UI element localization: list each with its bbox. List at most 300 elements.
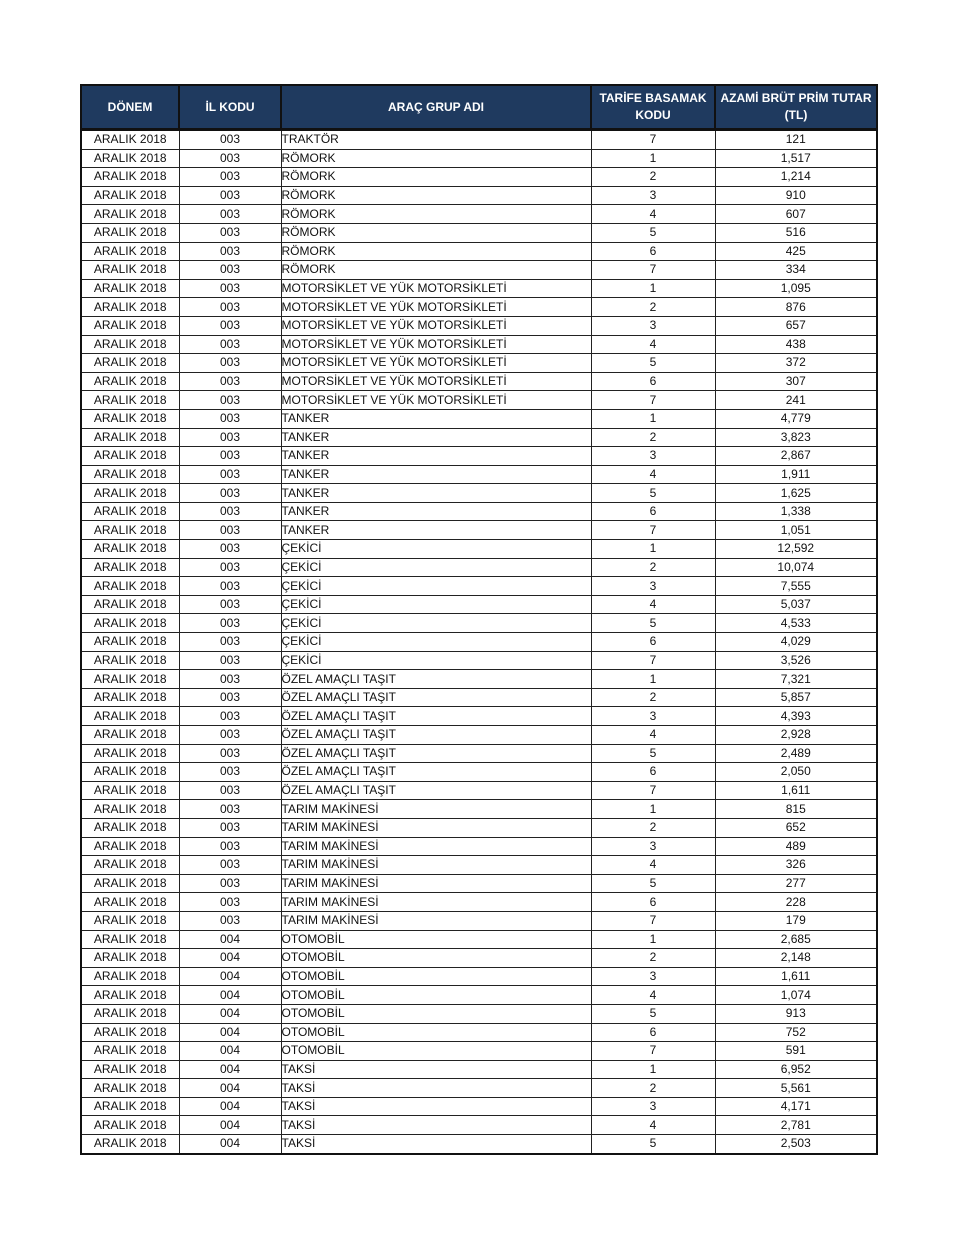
cell-tarife-basamak-kodu: 1 — [591, 279, 715, 298]
cell-donem: ARALIK 2018 — [81, 800, 179, 819]
table-row — [81, 707, 877, 726]
cell-tarife-basamak-kodu: 1 — [591, 540, 715, 559]
cell-il-kodu: 003 — [179, 614, 281, 633]
cell-donem: ARALIK 2018 — [81, 223, 179, 242]
cell-arac-grup-adi: TARIM MAKİNESİ — [281, 800, 591, 819]
table-row — [81, 130, 877, 150]
cell-donem: ARALIK 2018 — [81, 930, 179, 949]
cell-arac-grup-adi: TAKSİ — [281, 1079, 591, 1098]
cell-donem: ARALIK 2018 — [81, 130, 179, 150]
cell-il-kodu: 003 — [179, 670, 281, 689]
cell-azami-brut-prim-tutar: 307 — [715, 372, 877, 391]
cell-donem: ARALIK 2018 — [81, 409, 179, 428]
cell-azami-brut-prim-tutar: 1,911 — [715, 465, 877, 484]
cell-il-kodu: 003 — [179, 372, 281, 391]
cell-tarife-basamak-kodu: 2 — [591, 1079, 715, 1098]
cell-tarife-basamak-kodu: 7 — [591, 911, 715, 930]
cell-donem: ARALIK 2018 — [81, 335, 179, 354]
cell-il-kodu: 003 — [179, 911, 281, 930]
table-row — [81, 874, 877, 893]
cell-donem: ARALIK 2018 — [81, 726, 179, 745]
cell-il-kodu: 003 — [179, 800, 281, 819]
cell-tarife-basamak-kodu: 4 — [591, 465, 715, 484]
cell-azami-brut-prim-tutar: 179 — [715, 911, 877, 930]
cell-azami-brut-prim-tutar: 6,952 — [715, 1060, 877, 1079]
cell-il-kodu: 003 — [179, 130, 281, 150]
cell-arac-grup-adi: OTOMOBİL — [281, 986, 591, 1005]
table-row — [81, 484, 877, 503]
cell-tarife-basamak-kodu: 3 — [591, 1097, 715, 1116]
cell-donem: ARALIK 2018 — [81, 242, 179, 261]
cell-donem: ARALIK 2018 — [81, 1004, 179, 1023]
cell-donem: ARALIK 2018 — [81, 484, 179, 503]
cell-il-kodu: 003 — [179, 651, 281, 670]
cell-tarife-basamak-kodu: 7 — [591, 651, 715, 670]
cell-tarife-basamak-kodu: 3 — [591, 186, 715, 205]
cell-il-kodu: 003 — [179, 316, 281, 335]
cell-il-kodu: 004 — [179, 1023, 281, 1042]
cell-tarife-basamak-kodu: 4 — [591, 986, 715, 1005]
cell-il-kodu: 003 — [179, 521, 281, 540]
cell-arac-grup-adi: TANKER — [281, 521, 591, 540]
cell-arac-grup-adi: TAKSİ — [281, 1097, 591, 1116]
cell-azami-brut-prim-tutar: 2,867 — [715, 447, 877, 466]
cell-azami-brut-prim-tutar: 591 — [715, 1042, 877, 1061]
cell-arac-grup-adi: ÇEKİCİ — [281, 614, 591, 633]
column-header-azami-brut-prim-tutar: AZAMİ BRÜT PRİM TUTAR (TL) — [715, 85, 877, 130]
table-row — [81, 688, 877, 707]
cell-arac-grup-adi: TARIM MAKİNESİ — [281, 818, 591, 837]
cell-azami-brut-prim-tutar: 228 — [715, 893, 877, 912]
cell-azami-brut-prim-tutar: 4,533 — [715, 614, 877, 633]
cell-tarife-basamak-kodu: 4 — [591, 335, 715, 354]
cell-azami-brut-prim-tutar: 2,928 — [715, 726, 877, 745]
cell-arac-grup-adi: TAKSİ — [281, 1116, 591, 1135]
cell-tarife-basamak-kodu: 1 — [591, 1060, 715, 1079]
cell-tarife-basamak-kodu: 6 — [591, 633, 715, 652]
cell-arac-grup-adi: TAKSİ — [281, 1060, 591, 1079]
cell-il-kodu: 003 — [179, 205, 281, 224]
cell-tarife-basamak-kodu: 5 — [591, 1135, 715, 1154]
table-row — [81, 502, 877, 521]
cell-il-kodu: 003 — [179, 595, 281, 614]
table-row — [81, 465, 877, 484]
cell-azami-brut-prim-tutar: 277 — [715, 874, 877, 893]
table-row — [81, 1116, 877, 1135]
cell-azami-brut-prim-tutar: 241 — [715, 391, 877, 410]
cell-tarife-basamak-kodu: 4 — [591, 205, 715, 224]
table-row — [81, 540, 877, 559]
cell-tarife-basamak-kodu: 5 — [591, 744, 715, 763]
cell-arac-grup-adi: TANKER — [281, 409, 591, 428]
cell-donem: ARALIK 2018 — [81, 949, 179, 968]
cell-tarife-basamak-kodu: 7 — [591, 391, 715, 410]
cell-tarife-basamak-kodu: 1 — [591, 800, 715, 819]
table-row — [81, 1004, 877, 1023]
cell-azami-brut-prim-tutar: 2,489 — [715, 744, 877, 763]
cell-arac-grup-adi: MOTORSİKLET VE YÜK MOTORSİKLETİ — [281, 372, 591, 391]
cell-donem: ARALIK 2018 — [81, 670, 179, 689]
cell-il-kodu: 003 — [179, 540, 281, 559]
cell-arac-grup-adi: ÖZEL AMAÇLI TAŞIT — [281, 670, 591, 689]
table-row — [81, 428, 877, 447]
cell-tarife-basamak-kodu: 4 — [591, 726, 715, 745]
cell-il-kodu: 004 — [179, 1116, 281, 1135]
table-row — [81, 1060, 877, 1079]
table-row — [81, 893, 877, 912]
table-row — [81, 577, 877, 596]
cell-donem: ARALIK 2018 — [81, 633, 179, 652]
cell-tarife-basamak-kodu: 2 — [591, 298, 715, 317]
cell-azami-brut-prim-tutar: 4,779 — [715, 409, 877, 428]
cell-donem: ARALIK 2018 — [81, 874, 179, 893]
cell-arac-grup-adi: RÖMORK — [281, 223, 591, 242]
cell-arac-grup-adi: ÇEKİCİ — [281, 558, 591, 577]
cell-azami-brut-prim-tutar: 425 — [715, 242, 877, 261]
cell-il-kodu: 003 — [179, 261, 281, 280]
cell-il-kodu: 003 — [179, 763, 281, 782]
table-header — [81, 85, 877, 130]
cell-arac-grup-adi: OTOMOBİL — [281, 967, 591, 986]
cell-azami-brut-prim-tutar: 2,503 — [715, 1135, 877, 1154]
cell-il-kodu: 003 — [179, 223, 281, 242]
cell-azami-brut-prim-tutar: 913 — [715, 1004, 877, 1023]
cell-azami-brut-prim-tutar: 2,781 — [715, 1116, 877, 1135]
cell-arac-grup-adi: RÖMORK — [281, 242, 591, 261]
cell-arac-grup-adi: TARIM MAKİNESİ — [281, 874, 591, 893]
table-row — [81, 763, 877, 782]
cell-azami-brut-prim-tutar: 5,037 — [715, 595, 877, 614]
table-row — [81, 242, 877, 261]
cell-tarife-basamak-kodu: 5 — [591, 484, 715, 503]
table-row — [81, 149, 877, 168]
cell-arac-grup-adi: RÖMORK — [281, 168, 591, 187]
cell-donem: ARALIK 2018 — [81, 465, 179, 484]
cell-azami-brut-prim-tutar: 516 — [715, 223, 877, 242]
cell-arac-grup-adi: OTOMOBİL — [281, 930, 591, 949]
cell-tarife-basamak-kodu: 2 — [591, 818, 715, 837]
tariff-table — [80, 84, 878, 1155]
table-row — [81, 726, 877, 745]
cell-donem: ARALIK 2018 — [81, 205, 179, 224]
column-header-il-kodu: İL KODU — [179, 85, 281, 130]
column-header-tarife-basamak-kodu: TARİFE BASAMAK KODU — [591, 85, 715, 130]
column-header-donem: DÖNEM — [81, 85, 179, 130]
table-row — [81, 1079, 877, 1098]
cell-azami-brut-prim-tutar: 12,592 — [715, 540, 877, 559]
table-row — [81, 1023, 877, 1042]
cell-il-kodu: 004 — [179, 1079, 281, 1098]
cell-azami-brut-prim-tutar: 7,321 — [715, 670, 877, 689]
cell-donem: ARALIK 2018 — [81, 577, 179, 596]
cell-donem: ARALIK 2018 — [81, 893, 179, 912]
cell-azami-brut-prim-tutar: 910 — [715, 186, 877, 205]
table-row — [81, 818, 877, 837]
cell-arac-grup-adi: TANKER — [281, 428, 591, 447]
cell-azami-brut-prim-tutar: 5,857 — [715, 688, 877, 707]
cell-tarife-basamak-kodu: 2 — [591, 428, 715, 447]
cell-arac-grup-adi: OTOMOBİL — [281, 1023, 591, 1042]
cell-arac-grup-adi: TARIM MAKİNESİ — [281, 911, 591, 930]
cell-donem: ARALIK 2018 — [81, 651, 179, 670]
cell-tarife-basamak-kodu: 7 — [591, 521, 715, 540]
cell-il-kodu: 004 — [179, 1097, 281, 1116]
table-row — [81, 279, 877, 298]
cell-donem: ARALIK 2018 — [81, 149, 179, 168]
cell-donem: ARALIK 2018 — [81, 279, 179, 298]
cell-il-kodu: 003 — [179, 818, 281, 837]
cell-tarife-basamak-kodu: 5 — [591, 614, 715, 633]
table-row — [81, 372, 877, 391]
cell-tarife-basamak-kodu: 6 — [591, 1023, 715, 1042]
column-header-arac-grup-adi: ARAÇ GRUP ADI — [281, 85, 591, 130]
cell-arac-grup-adi: OTOMOBİL — [281, 949, 591, 968]
cell-donem: ARALIK 2018 — [81, 688, 179, 707]
cell-tarife-basamak-kodu: 3 — [591, 316, 715, 335]
cell-azami-brut-prim-tutar: 4,171 — [715, 1097, 877, 1116]
cell-arac-grup-adi: ÖZEL AMAÇLI TAŞIT — [281, 726, 591, 745]
table-row — [81, 1042, 877, 1061]
cell-arac-grup-adi: TANKER — [281, 447, 591, 466]
cell-donem: ARALIK 2018 — [81, 781, 179, 800]
cell-il-kodu: 003 — [179, 447, 281, 466]
cell-azami-brut-prim-tutar: 1,611 — [715, 781, 877, 800]
table-row — [81, 856, 877, 875]
cell-arac-grup-adi: ÇEKİCİ — [281, 540, 591, 559]
cell-il-kodu: 003 — [179, 874, 281, 893]
cell-tarife-basamak-kodu: 2 — [591, 949, 715, 968]
cell-il-kodu: 003 — [179, 168, 281, 187]
cell-azami-brut-prim-tutar: 652 — [715, 818, 877, 837]
table-row — [81, 781, 877, 800]
cell-azami-brut-prim-tutar: 2,685 — [715, 930, 877, 949]
cell-arac-grup-adi: RÖMORK — [281, 186, 591, 205]
table-row — [81, 298, 877, 317]
cell-il-kodu: 003 — [179, 298, 281, 317]
cell-tarife-basamak-kodu: 4 — [591, 1116, 715, 1135]
cell-il-kodu: 003 — [179, 391, 281, 410]
table-row — [81, 744, 877, 763]
cell-azami-brut-prim-tutar: 3,526 — [715, 651, 877, 670]
cell-donem: ARALIK 2018 — [81, 818, 179, 837]
cell-azami-brut-prim-tutar: 607 — [715, 205, 877, 224]
cell-arac-grup-adi: ÖZEL AMAÇLI TAŞIT — [281, 688, 591, 707]
cell-tarife-basamak-kodu: 5 — [591, 1004, 715, 1023]
cell-donem: ARALIK 2018 — [81, 261, 179, 280]
cell-donem: ARALIK 2018 — [81, 837, 179, 856]
cell-il-kodu: 003 — [179, 633, 281, 652]
cell-tarife-basamak-kodu: 1 — [591, 409, 715, 428]
cell-arac-grup-adi: RÖMORK — [281, 261, 591, 280]
cell-il-kodu: 004 — [179, 1135, 281, 1154]
table-row — [81, 1135, 877, 1154]
cell-il-kodu: 003 — [179, 354, 281, 373]
cell-il-kodu: 003 — [179, 186, 281, 205]
table-row — [81, 261, 877, 280]
cell-tarife-basamak-kodu: 6 — [591, 502, 715, 521]
cell-azami-brut-prim-tutar: 4,029 — [715, 633, 877, 652]
cell-tarife-basamak-kodu: 6 — [591, 763, 715, 782]
cell-tarife-basamak-kodu: 7 — [591, 261, 715, 280]
table-row — [81, 800, 877, 819]
table-row — [81, 521, 877, 540]
cell-il-kodu: 003 — [179, 409, 281, 428]
cell-arac-grup-adi: OTOMOBİL — [281, 1042, 591, 1061]
cell-arac-grup-adi: RÖMORK — [281, 205, 591, 224]
cell-donem: ARALIK 2018 — [81, 354, 179, 373]
cell-donem: ARALIK 2018 — [81, 558, 179, 577]
cell-arac-grup-adi: MOTORSİKLET VE YÜK MOTORSİKLETİ — [281, 335, 591, 354]
cell-donem: ARALIK 2018 — [81, 186, 179, 205]
cell-azami-brut-prim-tutar: 815 — [715, 800, 877, 819]
cell-tarife-basamak-kodu: 4 — [591, 856, 715, 875]
cell-azami-brut-prim-tutar: 326 — [715, 856, 877, 875]
cell-azami-brut-prim-tutar: 876 — [715, 298, 877, 317]
cell-tarife-basamak-kodu: 5 — [591, 874, 715, 893]
cell-arac-grup-adi: ÖZEL AMAÇLI TAŞIT — [281, 744, 591, 763]
cell-donem: ARALIK 2018 — [81, 1079, 179, 1098]
cell-arac-grup-adi: ÖZEL AMAÇLI TAŞIT — [281, 707, 591, 726]
table-row — [81, 205, 877, 224]
cell-tarife-basamak-kodu: 5 — [591, 223, 715, 242]
cell-azami-brut-prim-tutar: 2,050 — [715, 763, 877, 782]
cell-il-kodu: 003 — [179, 558, 281, 577]
cell-azami-brut-prim-tutar: 121 — [715, 130, 877, 150]
table-body — [81, 130, 877, 1154]
cell-arac-grup-adi: TARIM MAKİNESİ — [281, 837, 591, 856]
cell-azami-brut-prim-tutar: 1,051 — [715, 521, 877, 540]
cell-tarife-basamak-kodu: 7 — [591, 781, 715, 800]
cell-il-kodu: 003 — [179, 242, 281, 261]
cell-tarife-basamak-kodu: 4 — [591, 595, 715, 614]
cell-tarife-basamak-kodu: 6 — [591, 372, 715, 391]
cell-donem: ARALIK 2018 — [81, 316, 179, 335]
cell-donem: ARALIK 2018 — [81, 1097, 179, 1116]
cell-arac-grup-adi: MOTORSİKLET VE YÜK MOTORSİKLETİ — [281, 316, 591, 335]
cell-tarife-basamak-kodu: 6 — [591, 242, 715, 261]
cell-tarife-basamak-kodu: 3 — [591, 837, 715, 856]
cell-azami-brut-prim-tutar: 752 — [715, 1023, 877, 1042]
cell-il-kodu: 004 — [179, 949, 281, 968]
cell-donem: ARALIK 2018 — [81, 1116, 179, 1135]
cell-tarife-basamak-kodu: 3 — [591, 577, 715, 596]
cell-arac-grup-adi: ÇEKİCİ — [281, 651, 591, 670]
cell-tarife-basamak-kodu: 6 — [591, 893, 715, 912]
cell-donem: ARALIK 2018 — [81, 744, 179, 763]
cell-donem: ARALIK 2018 — [81, 911, 179, 930]
cell-azami-brut-prim-tutar: 438 — [715, 335, 877, 354]
cell-azami-brut-prim-tutar: 334 — [715, 261, 877, 280]
table-row — [81, 949, 877, 968]
cell-il-kodu: 004 — [179, 1004, 281, 1023]
cell-donem: ARALIK 2018 — [81, 595, 179, 614]
cell-il-kodu: 004 — [179, 986, 281, 1005]
cell-il-kodu: 003 — [179, 837, 281, 856]
cell-il-kodu: 003 — [179, 688, 281, 707]
cell-donem: ARALIK 2018 — [81, 521, 179, 540]
cell-donem: ARALIK 2018 — [81, 856, 179, 875]
cell-arac-grup-adi: TARIM MAKİNESİ — [281, 893, 591, 912]
cell-arac-grup-adi: TANKER — [281, 502, 591, 521]
cell-tarife-basamak-kodu: 7 — [591, 1042, 715, 1061]
cell-il-kodu: 003 — [179, 465, 281, 484]
cell-azami-brut-prim-tutar: 657 — [715, 316, 877, 335]
cell-arac-grup-adi: MOTORSİKLET VE YÜK MOTORSİKLETİ — [281, 298, 591, 317]
cell-il-kodu: 003 — [179, 707, 281, 726]
cell-arac-grup-adi: TANKER — [281, 465, 591, 484]
cell-il-kodu: 003 — [179, 428, 281, 447]
cell-azami-brut-prim-tutar: 1,611 — [715, 967, 877, 986]
cell-donem: ARALIK 2018 — [81, 372, 179, 391]
table-row — [81, 595, 877, 614]
cell-arac-grup-adi: OTOMOBİL — [281, 1004, 591, 1023]
cell-tarife-basamak-kodu: 1 — [591, 149, 715, 168]
cell-donem: ARALIK 2018 — [81, 986, 179, 1005]
cell-tarife-basamak-kodu: 3 — [591, 967, 715, 986]
cell-arac-grup-adi: TAKSİ — [281, 1135, 591, 1154]
table-row — [81, 986, 877, 1005]
table-row — [81, 911, 877, 930]
cell-donem: ARALIK 2018 — [81, 447, 179, 466]
cell-donem: ARALIK 2018 — [81, 502, 179, 521]
cell-tarife-basamak-kodu: 5 — [591, 354, 715, 373]
cell-arac-grup-adi: TRAKTÖR — [281, 130, 591, 150]
cell-azami-brut-prim-tutar: 7,555 — [715, 577, 877, 596]
cell-donem: ARALIK 2018 — [81, 391, 179, 410]
table-row — [81, 1097, 877, 1116]
cell-tarife-basamak-kodu: 3 — [591, 447, 715, 466]
cell-tarife-basamak-kodu: 3 — [591, 707, 715, 726]
cell-il-kodu: 004 — [179, 930, 281, 949]
cell-arac-grup-adi: MOTORSİKLET VE YÜK MOTORSİKLETİ — [281, 279, 591, 298]
cell-il-kodu: 003 — [179, 856, 281, 875]
cell-tarife-basamak-kodu: 7 — [591, 130, 715, 150]
cell-arac-grup-adi: ÇEKİCİ — [281, 633, 591, 652]
cell-il-kodu: 003 — [179, 577, 281, 596]
table-row — [81, 670, 877, 689]
cell-azami-brut-prim-tutar: 3,823 — [715, 428, 877, 447]
header-row — [81, 85, 877, 130]
table-row — [81, 837, 877, 856]
cell-il-kodu: 004 — [179, 1042, 281, 1061]
cell-donem: ARALIK 2018 — [81, 1060, 179, 1079]
cell-arac-grup-adi: TANKER — [281, 484, 591, 503]
table-row — [81, 967, 877, 986]
cell-arac-grup-adi: MOTORSİKLET VE YÜK MOTORSİKLETİ — [281, 391, 591, 410]
cell-donem: ARALIK 2018 — [81, 1135, 179, 1154]
table-row — [81, 651, 877, 670]
cell-azami-brut-prim-tutar: 1,074 — [715, 986, 877, 1005]
cell-donem: ARALIK 2018 — [81, 168, 179, 187]
table-row — [81, 354, 877, 373]
cell-arac-grup-adi: MOTORSİKLET VE YÜK MOTORSİKLETİ — [281, 354, 591, 373]
table-row — [81, 558, 877, 577]
table-row — [81, 316, 877, 335]
cell-il-kodu: 003 — [179, 893, 281, 912]
cell-donem: ARALIK 2018 — [81, 428, 179, 447]
cell-il-kodu: 003 — [179, 279, 281, 298]
cell-azami-brut-prim-tutar: 1,625 — [715, 484, 877, 503]
cell-azami-brut-prim-tutar: 1,095 — [715, 279, 877, 298]
cell-arac-grup-adi: TARIM MAKİNESİ — [281, 856, 591, 875]
cell-il-kodu: 004 — [179, 967, 281, 986]
cell-il-kodu: 003 — [179, 744, 281, 763]
cell-donem: ARALIK 2018 — [81, 707, 179, 726]
cell-arac-grup-adi: ÖZEL AMAÇLI TAŞIT — [281, 763, 591, 782]
cell-il-kodu: 003 — [179, 149, 281, 168]
cell-donem: ARALIK 2018 — [81, 967, 179, 986]
cell-azami-brut-prim-tutar: 5,561 — [715, 1079, 877, 1098]
